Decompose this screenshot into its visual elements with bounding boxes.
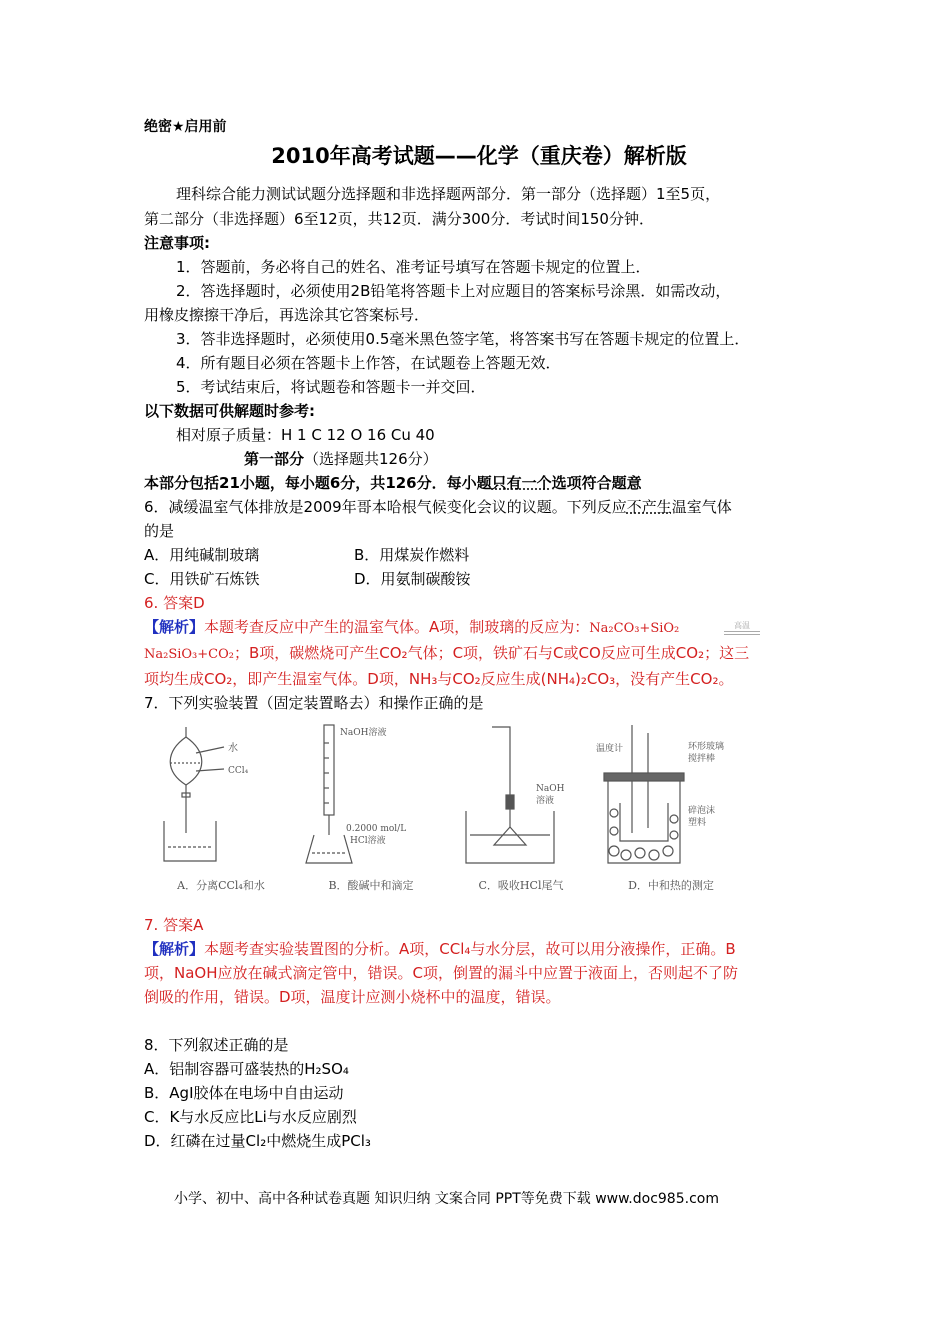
part1-rule-emph: 只有一个	[491, 474, 552, 492]
burette-icon	[296, 723, 446, 873]
q6-formula-reactants: Na₂CO₃+SiO₂	[589, 621, 680, 636]
note-item-5: 5．考试结束后，将试题卷和答题卡一并交回．	[176, 378, 486, 396]
q6-formula-products: Na₂SiO₃+CO₂	[144, 647, 234, 662]
figure-d-label-thermometer: 温度计	[596, 744, 624, 754]
q8-option-b: B．AgI胶体在电场中自由运动	[144, 1084, 344, 1102]
reaction-condition-arrow	[724, 621, 760, 635]
q7-stem: 7．下列实验装置（固定装置略去）和操作正确的是	[144, 694, 484, 712]
reaction-condition: 高温	[734, 620, 751, 630]
q6-stem	[144, 495, 814, 519]
part1-title: 第一部分	[244, 450, 305, 468]
calorimeter-icon	[596, 723, 746, 873]
notes-heading: 注意事项:	[144, 234, 210, 252]
q7-explanation-1	[144, 937, 814, 961]
figure-c	[446, 723, 596, 893]
figure-a-label-ccl4: CCl₄	[228, 766, 249, 776]
q6-stem-a: 6．减缓温室气体排放是2009年哥本哈根气候变化会议的议题。下列反应	[144, 498, 627, 516]
figure-a-caption: A．分离CCl₄和水	[177, 879, 265, 892]
figure-b-caption: B．酸碱中和滴定	[328, 879, 414, 892]
q7-exp-1: 本题考查实验装置图的分析。A项，CCl₄与水分层，故可以用分液操作，正确。B	[204, 940, 736, 958]
intro-line-2: 第二部分（非选择题）6至12页，共12页．满分300分．考试时间150分钟．	[144, 210, 654, 228]
q6-options-row-2	[144, 567, 814, 591]
part1-rule	[144, 471, 814, 495]
note-item-2b: 用橡皮擦擦干净后，再选涂其它答案标号．	[144, 306, 430, 324]
figure-c-label-solution: 溶液	[536, 796, 555, 806]
figure-a-label-water: 水	[228, 743, 238, 754]
intro-line-1: 理科综合能力测试试题分选择题和非选择题两部分．第一部分（选择题）1至5页，	[176, 185, 721, 203]
figure-a	[146, 723, 296, 893]
part1-rule-c: 选项符合题意	[551, 474, 642, 492]
figure-c-label-naoh: NaOH	[536, 784, 565, 794]
q6-answer: 6. 答案D	[144, 594, 205, 612]
figure-d-label-foam: 碎泡沫	[688, 806, 716, 816]
q7-analysis-tag: 【解析】	[144, 940, 205, 958]
note-item-3: 3．答非选择题时，必须使用0.5毫米黑色签字笔，将答案书写在答题卡规定的位置上．	[176, 330, 750, 348]
page-title: 2010年高考试题——化学（重庆卷）解析版	[271, 144, 687, 168]
note-item-4: 4．所有题目必须在答题卡上作答，在试题卷上答题无效．	[176, 354, 561, 372]
figure-c-caption: C．吸收HCl尾气	[478, 879, 564, 892]
figure-b-label-hcl: HCl溶液	[350, 836, 386, 846]
q8-stem: 8．下列叙述正确的是	[144, 1036, 289, 1054]
q6-option-b: B．用煤炭作燃料	[354, 546, 470, 564]
q6-explanation-2	[144, 641, 814, 667]
q7-explanation-2: 项，NaOH应放在碱式滴定管中，错误。C项，倒置的漏斗中应置于液面上，否则起不了防	[144, 964, 738, 982]
reference-heading: 以下数据可供解题时参考:	[144, 402, 315, 420]
figure-d-label-plastic: 塑料	[688, 818, 707, 828]
q6-analysis-tag: 【解析】	[144, 618, 205, 636]
q6-stem-c: 温室气体	[671, 498, 732, 516]
q6-explanation-3: 项均生成CO₂，即产生温室气体。D项，NH₃与CO₂反应生成(NH₄)₂CO₃，没有产生CO₂。	[144, 670, 734, 688]
figure-b-label-naoh: NaOH溶液	[340, 728, 387, 738]
q6-stem-emph: 不产生	[626, 498, 672, 516]
q7-explanation-3: 倒吸的作用，错误。D项，温度计应测小烧杯中的温度，错误。	[144, 988, 561, 1006]
document-page	[144, 108, 814, 1153]
q8-option-a: A．铝制容器可盛装热的H₂SO₄	[144, 1060, 349, 1078]
q6-option-d: D．用氨制碳酸铵	[354, 570, 471, 588]
figure-b-label-conc: 0.2000 mol/L	[346, 824, 407, 834]
q6-explanation-1	[144, 615, 814, 641]
q6-stem-end: 的是	[144, 522, 175, 540]
secret-label: 绝密★启用前	[144, 119, 227, 135]
q6-option-c: C．用铁矿石炼铁	[144, 570, 260, 588]
part1-rule-a: 本部分包括21小题，每小题6分，共126分．每小题	[144, 474, 492, 492]
figure-d-caption: D．中和热的测定	[628, 879, 714, 892]
note-item-2a: 2．答选择题时，必须使用2B铅笔将答题卡上对应题目的答案标号涂黑．如需改动，	[176, 282, 731, 300]
part1-title-row	[144, 447, 814, 471]
q6-option-a: A．用纯碱制玻璃	[144, 546, 260, 564]
q6-options-row-1	[144, 543, 814, 567]
q8-option-c: C．K与水反应比Li与水反应剧烈	[144, 1108, 357, 1126]
part1-title-note: （选择题共126分）	[304, 450, 438, 468]
q6-exp-1: 本题考查反应中产生的温室气体。A项，制玻璃的反应为：	[204, 618, 590, 636]
atomic-masses: 相对原子质量：H 1 C 12 O 16 Cu 40	[176, 426, 435, 444]
q6-exp-2: ；B项，碳燃烧可产生CO₂气体；C项，铁矿石与C或CO反应可生成CO₂；这三	[233, 644, 750, 662]
q7-figures	[146, 723, 746, 893]
figure-d-label-stirrer: 搅拌棒	[688, 754, 716, 764]
q8-option-d: D．红磷在过量Cl₂中燃烧生成PCl₃	[144, 1132, 371, 1150]
figure-b	[296, 723, 446, 893]
figure-d-label-ring: 环形玻璃	[688, 742, 725, 752]
figure-d	[596, 723, 746, 893]
gas-absorption-icon	[446, 723, 596, 873]
note-item-1: 1．答题前，务必将自己的姓名、准考证号填写在答题卡规定的位置上．	[176, 258, 651, 276]
separatory-funnel-icon	[146, 723, 296, 873]
q7-answer: 7. 答案A	[144, 916, 204, 934]
footer-text: 小学、初中、高中各种试卷真题 知识归纳 文案合同 PPT等免费下载 www.doc985.com	[174, 1191, 719, 1207]
